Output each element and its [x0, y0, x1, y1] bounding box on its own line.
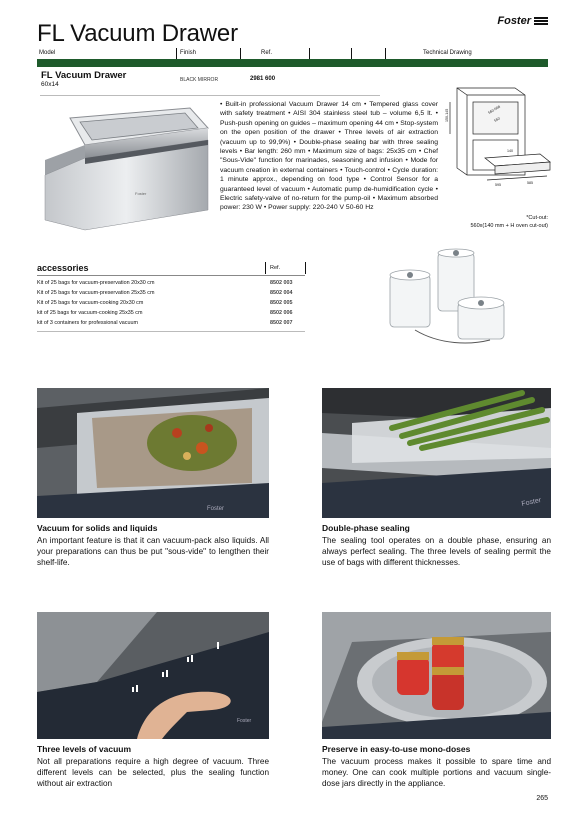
panel-brand-label: Foster: [237, 718, 252, 724]
accessory-name: Kit of 25 bags for vacuum-cooking 20x30 cm: [37, 300, 144, 306]
dim-height: 150-145: [445, 108, 449, 122]
feature-title: Vacuum for solids and liquids: [37, 523, 158, 533]
feature-text: The sealing tool operates on a double phase, ensuring an always perfect sealing. The three levels of sealing permit the use of bags with different thicknesses.: [322, 536, 551, 568]
accessory-row: [37, 279, 305, 289]
feature-text: The vacuum process makes it possible to spare time and money. One can cook multiple portions and vacuum single-dose jars directly in the appliance.: [322, 757, 551, 789]
product-finish: BLACK MIRROR: [180, 77, 219, 83]
photo-vacuum-liquids: [37, 388, 269, 518]
accessory-row: [37, 289, 305, 299]
col-model: Model: [39, 50, 56, 56]
accessory-row: [37, 309, 305, 319]
feature-text: An important feature is that it can vacuum-pack also liquids. All your preparations can thus be put "sous-vide" to lengthen their shelf-life.: [37, 536, 269, 568]
dim-c: 140: [507, 149, 513, 153]
header-accent-bar: [37, 59, 548, 67]
product-row-divider: [40, 95, 380, 96]
col-divider: [240, 48, 241, 59]
feature-title: Double-phase sealing: [322, 523, 410, 533]
brand-mark-icon: [534, 17, 548, 25]
acc-divider: [265, 262, 266, 274]
product-ref: 2981 600: [250, 76, 276, 82]
col-divider: [351, 48, 352, 59]
accessory-name: kit of 3 containers for professional vacuum: [37, 320, 138, 326]
cutout-note-label: *Cut-out:: [526, 215, 548, 221]
brand-logo: [497, 15, 548, 27]
accessory-ref: 8502 005: [270, 300, 293, 306]
accessory-ref: 8502 006: [270, 310, 293, 316]
feature-text: Not all preparations require a high degree of vacuum. Three different levels can be selected, plus the sealing function without air extraction: [37, 757, 269, 789]
accessories-ref-header: Ref.: [270, 265, 281, 271]
dim-a: 560-568: [487, 104, 501, 115]
photo-sealing: [322, 388, 551, 518]
accessory-row: [37, 299, 305, 309]
brand-name: Foster: [497, 15, 531, 27]
accessories-table: [37, 279, 305, 329]
technical-drawing: [445, 80, 555, 210]
dim-d: 595: [495, 183, 501, 187]
accessories-divider: [37, 275, 305, 276]
accessory-row: [37, 319, 305, 329]
col-technical-drawing: Technical Drawing: [423, 50, 472, 56]
accessory-ref: 8502 003: [270, 280, 293, 286]
feature-title: Three levels of vacuum: [37, 744, 132, 754]
product-name: FL Vacuum Drawer: [41, 70, 127, 81]
page-title: FL Vacuum Drawer: [37, 20, 238, 47]
accessories-title: accessories: [37, 263, 89, 273]
accessory-name: Kit of 25 bags for vacuum-preservation 25x35 cm: [37, 290, 155, 296]
acc-divider: [305, 262, 306, 274]
col-divider: [309, 48, 310, 59]
col-divider: [385, 48, 386, 59]
cutout-note-value: 560x(140 mm + H oven cut-out): [470, 222, 548, 229]
accessory-ref: 8502 007: [270, 320, 293, 326]
photo-jars: [322, 612, 551, 739]
col-finish: Finish: [180, 50, 197, 56]
product-size: 60x14: [41, 81, 59, 88]
accessory-name: kit of 25 bags for vacuum-cooking 25x35 cm: [37, 310, 143, 316]
dim-e: 585: [527, 181, 533, 185]
accessory-name: Kit of 25 bags for vacuum-preservation 20x30 cm: [37, 280, 155, 286]
cutout-note: [408, 215, 548, 230]
svg-text:Foster: Foster: [135, 191, 147, 196]
dim-b: 550: [493, 116, 501, 123]
col-ref: Ref.: [261, 50, 273, 56]
containers-image: [380, 245, 515, 355]
photo-vacuum-levels: [37, 612, 269, 739]
page-number: 265: [536, 795, 548, 802]
accessories-bottom-line: [37, 331, 305, 332]
panel-brand-label: Foster: [520, 496, 542, 508]
product-description: • Built-in professional Vacuum Drawer 14 cm • Tempered glass cover with safety treatment • AISI 304 stainless steel tub – volume 6,5 lt. • Push-push opening on guides – maximum opening 44 cm • Stop-system on the open position of the drawer • Three levels of air extraction (vacuum up to 99,9%) • Double-phase sealing bar with three sealing levels • Bar length: 260 mm • Maximum size of bags: 25x35 cm • Chef "Sous-Vide" function for marinades, seasoning and infusion • Mode for vacuum creation in external containers • Touch-control • Cycle duration: 1 minute approx., depending on food type • Control Sensor for a guaranteed level of vacuum • Automatic pump de-humidification cycle • Electric safety-valve of no-return for the pump-oil • Maximum absorbed power: 230 W • Power supply: 220-240 V 50-60 Hz: [220, 101, 438, 212]
product-image: [40, 100, 212, 232]
panel-brand-label: Foster: [207, 506, 225, 512]
feature-title: Preserve in easy-to-use mono-doses: [322, 744, 471, 754]
col-divider: [176, 48, 177, 59]
accessory-ref: 8502 004: [270, 290, 293, 296]
